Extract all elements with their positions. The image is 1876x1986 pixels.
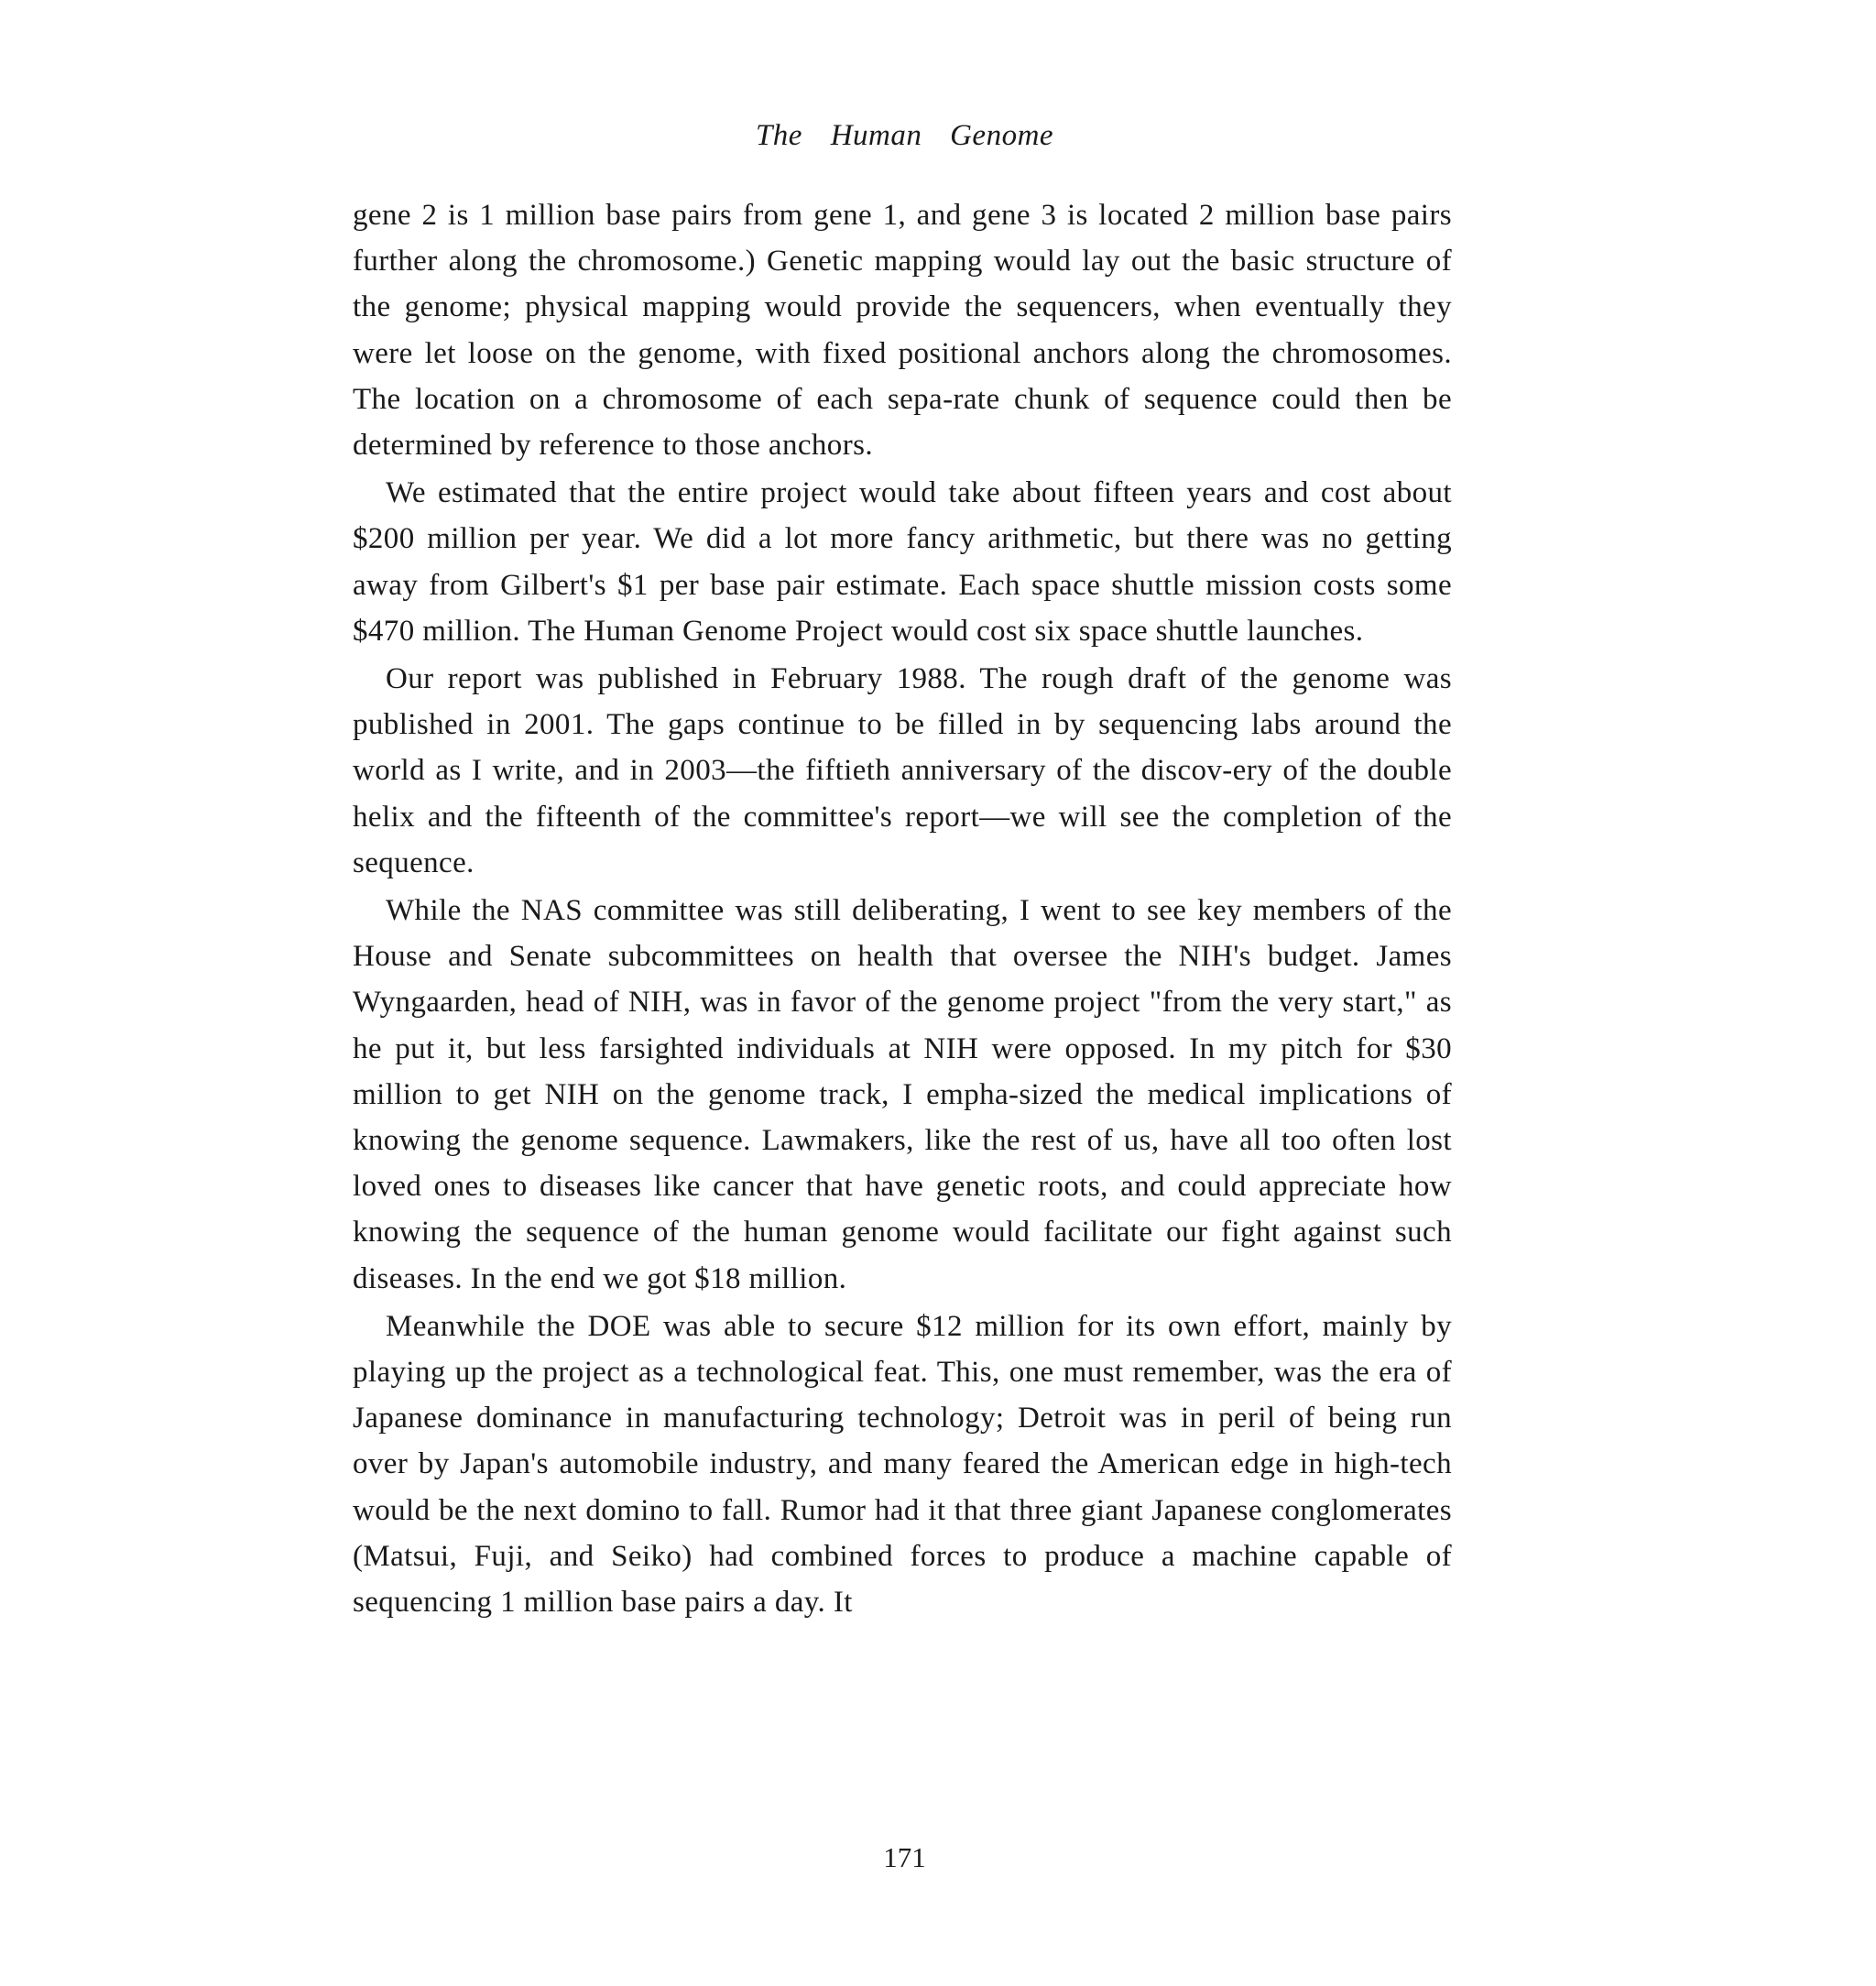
paragraph-continued: gene 2 is 1 million base pairs from gene 1, and gene 3 is located 2 million base pairs further along the chromosome.) Genetic mapping would lay out the basic structure of the genome; physical mapping would provide the sequencers, when eventually they were let loose on the genome, with fixed positional anchors along the chromosomes. The location on a chromosome of each sepa-rate chunk of sequence could then be determined by reference to those anchors. <box>353 199 1452 463</box>
paragraph-report-published: Our report was published in February 1988. The rough draft of the genome was published in 2001. The gaps continue to be filled in by sequencing labs around the world as I write, and in 2003—the fiftieth anniversary of the discov-ery of the double helix and the fifteenth of the committee's report—we will see the completion of the sequence. <box>353 662 1452 879</box>
paragraph-cost-estimate: We estimated that the entire project would take about fifteen years and cost about $200 million per year. We did a lot more fancy arithmetic, but there was no getting away from Gilbert's $1 per base pair estimate. Each space shuttle mission costs some $470 million. The Human Genome Project would cost six space shuttle launches. <box>353 476 1452 648</box>
body-text <box>353 192 1452 1627</box>
running-header: The Human Genome <box>755 119 1054 152</box>
paragraph-nas-committee: While the NAS committee was still deliberating, I went to see key members of the House and Senate subcommittees on health that oversee the NIH's budget. James Wyngaarden, head of NIH, was in favor of the genome project "from the very start," as he put it, but less farsighted individuals at NIH were opposed. In my pitch for $30 million to get NIH on the genome track, I empha-sized the medical implications of knowing the genome sequence. Lawmakers, like the rest of us, have all too often lost loved ones to diseases like cancer that have genetic roots, and could appreciate how knowing the sequence of the human genome would facilitate our fight against such diseases. In the end we got $18 million. <box>353 894 1452 1295</box>
paragraph-doe-effort: Meanwhile the DOE was able to secure $12 million for its own effort, mainly by playing up the project as a technological feat. This, one must remember, was the era of Japanese dominance in manufacturing technology; Detroit was in peril of being run over by Japan's automobile industry, and many feared the American edge in high-tech would be the next domino to fall. Rumor had it that three giant Japanese conglomerates (Matsui, Fuji, and Seiko) had combined forces to produce a machine capable of sequencing 1 million base pairs a day. It <box>353 1309 1452 1620</box>
page-number: 171 <box>883 1841 926 1873</box>
